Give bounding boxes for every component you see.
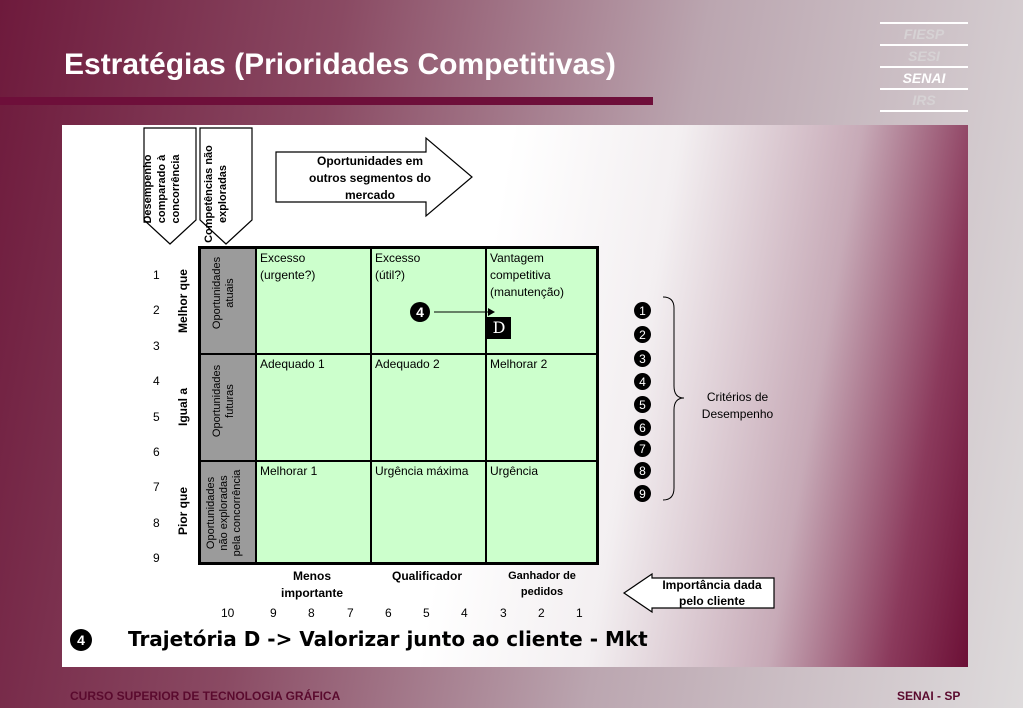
criterion-7: 7: [634, 440, 651, 457]
bottom-number-9: 9: [270, 606, 277, 620]
matrix-cell-r3c3: Urgência: [486, 461, 597, 563]
criterion-6: 6: [634, 419, 651, 436]
matrix-cell-r2c2: Adequado 2: [371, 354, 486, 461]
scale-number-3: 3: [153, 339, 160, 353]
down-arrow-performance-label: Desempenho comparado à concorrência: [142, 154, 182, 224]
footer-course: CURSO SUPERIOR DE TECNOLOGIA GRÁFICA: [70, 689, 341, 703]
down-arrow-competencies-label: Competências não exploradas: [203, 145, 229, 243]
priority-matrix: [198, 246, 599, 565]
right-arrow-label: Oportunidades em outros segmentos do mercado: [308, 154, 431, 202]
footer-institution: SENAI - SP: [897, 689, 961, 703]
column-label-less-important: Menos importante: [280, 569, 343, 600]
scale-number-5: 5: [153, 410, 160, 424]
trajectory-marker-number: 4: [410, 302, 430, 322]
criterion-8: 8: [634, 462, 651, 479]
row-head-current-label: Oportunidades atuais: [211, 256, 236, 330]
row-head-unexplored-label: Oportunidades não exploradas pela concorrência: [205, 469, 243, 557]
matrix-cell-r3c2: Urgência máxima: [371, 461, 486, 563]
bottom-number-2: 2: [538, 606, 545, 620]
scale-number-6: 6: [153, 445, 160, 459]
criterion-4: 4: [634, 373, 651, 390]
logo-irs: IRS: [880, 88, 968, 112]
row-group-equal: Igual a: [176, 388, 190, 427]
scale-number-9: 9: [153, 551, 160, 565]
criterion-2: 2: [634, 326, 651, 343]
title-underline: [0, 97, 653, 105]
left-arrow-label: Importância dada pelo cliente: [662, 578, 762, 608]
row-group-worse: Pior que: [176, 487, 190, 536]
scale-number-7: 7: [153, 480, 160, 494]
scale-number-4: 4: [153, 374, 160, 388]
criterion-1: 1: [634, 302, 651, 319]
bottom-number-5: 5: [423, 606, 430, 620]
scale-number-8: 8: [153, 516, 160, 530]
row-group-better: Melhor que: [176, 269, 190, 334]
bottom-number-4: 4: [461, 606, 468, 620]
logo-fiesp: FIESP: [880, 22, 968, 44]
bottom-number-10: 10: [221, 606, 235, 620]
column-label-order-winner: Ganhador de pedidos: [508, 570, 576, 598]
bottom-number-7: 7: [347, 606, 354, 620]
scale-number-1: 1: [153, 268, 160, 282]
bottom-number-1: 1: [576, 606, 583, 620]
logo-sesi: SESI: [880, 44, 968, 66]
column-label-qualifier: Qualificador: [391, 569, 462, 583]
matrix-cell-r1c2: Excesso (útil?): [371, 248, 486, 354]
row-head-future-label: Oportunidades futuras: [211, 364, 236, 438]
trajectory-statement: Trajetória D -> Valorizar junto ao cliente - Mkt: [128, 627, 648, 651]
matrix-cell-r2c1: Adequado 1: [256, 354, 371, 461]
criterion-3: 3: [634, 350, 651, 367]
criteria-label: Critérios de Desempenho: [701, 390, 774, 421]
criterion-5: 5: [634, 396, 651, 413]
bottom-number-6: 6: [385, 606, 392, 620]
matrix-cell-r2c3: Melhorar 2: [486, 354, 597, 461]
trajectory-number-badge: 4: [70, 629, 92, 651]
bottom-number-3: 3: [500, 606, 507, 620]
institution-logo: [880, 22, 968, 112]
matrix-cell-r1c3: Vantagem competitiva (manutenção): [486, 248, 597, 354]
matrix-cell-r3c1: Melhorar 1: [256, 461, 371, 563]
slide-title: Estratégias (Prioridades Competitivas): [64, 48, 616, 81]
scale-number-2: 2: [153, 303, 160, 317]
matrix-cell-r1c1: Excesso (urgente?): [256, 248, 371, 354]
logo-senai: SENAI: [880, 66, 968, 88]
criterion-9: 9: [634, 485, 651, 502]
bottom-number-8: 8: [308, 606, 315, 620]
criteria-brace: [660, 294, 690, 504]
trajectory-marker-letter: D: [487, 317, 511, 339]
